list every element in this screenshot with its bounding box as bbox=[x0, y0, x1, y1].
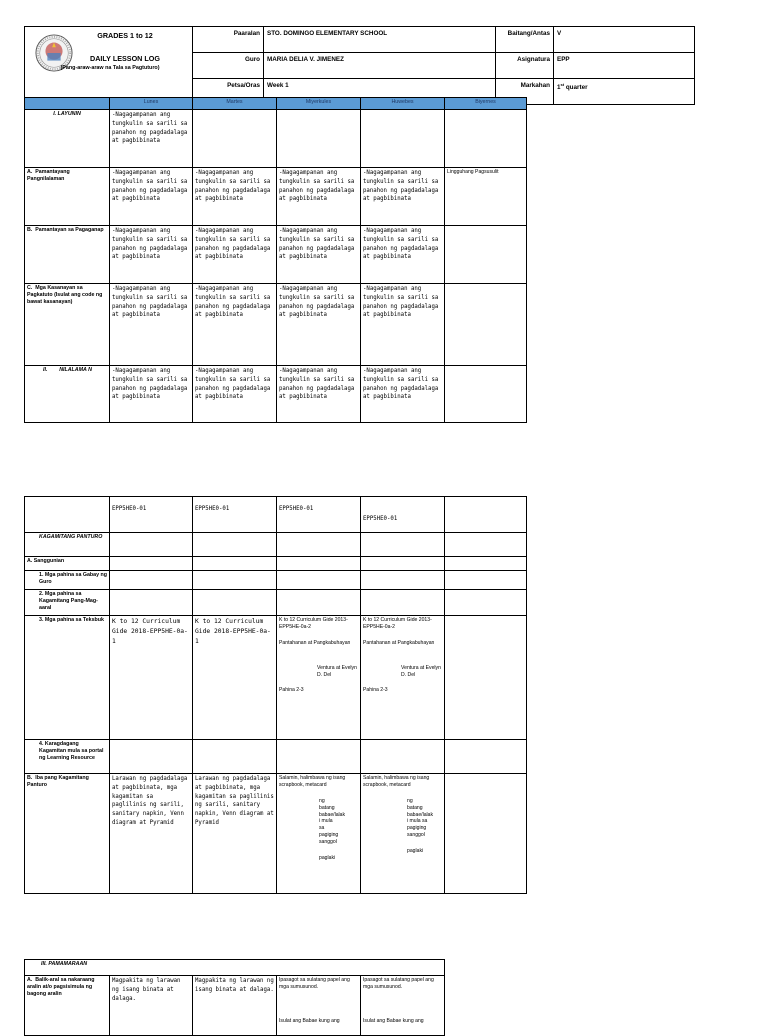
school-value: STO. DOMINGO ELEMENTARY SCHOOL bbox=[264, 27, 496, 53]
blank-cell bbox=[277, 571, 361, 590]
grade-label: Baitang/Antas bbox=[496, 27, 554, 53]
cell-a-lunes: -Nagagampanan ang tungkulin sa sarili sa panahon ng pagdadalaga at pagbibinata bbox=[110, 168, 193, 226]
blank-cell bbox=[445, 557, 527, 571]
cell-a-huwebes: -Nagagampanan ang tungkulin sa sarili sa panahon ng pagdadalaga at pagbibinata bbox=[361, 168, 445, 226]
nilalaman-martes: -Nagagampanan ang tungkulin sa sarili sa panahon ng pagdadalaga at pagbibinata bbox=[193, 366, 277, 423]
code-martes: EPP5HE0-01 bbox=[193, 497, 277, 533]
teksbuk-huwebes: K to 12 Curriculum Gide 2013-EPP5HE-0a-2 Pantahanan at Pangkabuhayan Ventura at Evelyn D. Del Pahina 2-3 bbox=[361, 616, 445, 740]
iba-huwebes: Salamin, halimbawa ng isang scrapbook, metacard ng batang babae/lalak i mula sa pagiging sanggol paglaki bbox=[361, 774, 445, 894]
day-header-martes: Martes bbox=[193, 98, 277, 110]
blank-cell bbox=[361, 740, 445, 774]
teacher-value: MARIA DELIA V. JIMENEZ bbox=[264, 53, 496, 79]
blank-cell bbox=[193, 740, 277, 774]
blank-cell bbox=[110, 740, 193, 774]
cell-c-lunes: -Nagagampanan ang tungkulin sa sarili sa panahon ng pagdadalaga at pagbibinata bbox=[110, 284, 193, 366]
kagamitang-pages-label: 2. Mga pahina sa Kagamitang Pang-Mag-aaral bbox=[25, 590, 110, 616]
layunin-huwebes bbox=[361, 110, 445, 168]
lesson-header-table bbox=[24, 26, 695, 105]
blank-cell bbox=[110, 571, 193, 590]
blank-cell bbox=[361, 571, 445, 590]
code-corner-cell bbox=[25, 497, 110, 533]
row-label-a: A. Pamantayang Pangnilalaman bbox=[25, 168, 110, 226]
header-subtitle: (Pang-araw-araw na Tala sa Pagtuturo) bbox=[60, 65, 160, 71]
balik-martes: Magpakita ng larawan ng isang binata at dalaga. bbox=[193, 976, 277, 1036]
grades-title: GRADES 1 to 12 bbox=[97, 31, 153, 40]
date-value: Week 1 bbox=[264, 79, 496, 105]
quarter-value: 1st quarter bbox=[554, 79, 695, 105]
blank-cell bbox=[445, 960, 695, 976]
grade-value: V bbox=[554, 27, 695, 53]
iba-lunes: Larawan ng pagdadalaga at pagbibinata, mga kagamitan sa paglilinis ng sarili, sanitary napkin, Venn diagram at Pyramid bbox=[110, 774, 193, 894]
iba-miyerkules: Salamin, halimbawa ng isang scrapbook, metacard ng batang babae/lalak i mula sa pagiging sanggol paglaki bbox=[277, 774, 361, 894]
subject-label: Asignatura bbox=[496, 53, 554, 79]
blank-cell bbox=[445, 976, 695, 1036]
subject-value: EPP bbox=[554, 53, 695, 79]
blank-cell bbox=[277, 557, 361, 571]
iba-martes: Larawan ng pagdadalaga at pagbibinata, mga kagamitan sa paglilinis ng sarili, sanitary napkin, Venn diagram at Pyramid bbox=[193, 774, 277, 894]
blank-cell bbox=[277, 533, 361, 557]
cell-b-huwebes: -Nagagampanan ang tungkulin sa sarili sa panahon ng pagdadalaga at pagbibinata bbox=[361, 226, 445, 284]
blank-cell bbox=[193, 571, 277, 590]
row-label-b: B. Pamantayan sa Pagaganap bbox=[25, 226, 110, 284]
blank-cell bbox=[361, 557, 445, 571]
teksbuk-biyernes bbox=[445, 616, 527, 740]
code-biyernes bbox=[445, 497, 527, 533]
cell-a-miyerkules: -Nagagampanan ang tungkulin sa sarili sa panahon ng pagdadalaga at pagbibinata bbox=[277, 168, 361, 226]
karagdagang-label: 4. Karagdagang Kagamitan mula sa portal ng Learning Resource bbox=[25, 740, 110, 774]
blank-cell bbox=[110, 557, 193, 571]
day-header-huwebes: Huwebes bbox=[361, 98, 445, 110]
cell-b-biyernes bbox=[445, 226, 527, 284]
date-label: Petsa/Oras bbox=[193, 79, 264, 105]
balik-aral-label: A. Balik-aral sa nakaraang aralin at/o pagsisimula ng bagong aralin bbox=[25, 976, 110, 1036]
blank-cell bbox=[445, 740, 527, 774]
kagamitang-label: KAGAMITANG PANTURO bbox=[25, 533, 110, 557]
guro-pages-label: 1. Mga pahina sa Gabay ng Guro bbox=[25, 571, 110, 590]
cell-b-miyerkules: -Nagagampanan ang tungkulin sa sarili sa panahon ng pagdadalaga at pagbibinata bbox=[277, 226, 361, 284]
cell-a-biyernes: Lingguhang Pagsusulit bbox=[445, 168, 527, 226]
procedure-table bbox=[24, 959, 695, 1036]
materials-table bbox=[24, 496, 527, 894]
nilalaman-huwebes: -Nagagampanan ang tungkulin sa sarili sa panahon ng pagdadalaga at pagbibinata bbox=[361, 366, 445, 423]
objectives-table bbox=[24, 97, 527, 423]
day-header-biyernes: Biyernes bbox=[445, 98, 527, 110]
layunin-biyernes bbox=[445, 110, 527, 168]
code-lunes: EPP5HE0-01 bbox=[110, 497, 193, 533]
teksbuk-martes: K to 12 Curriculum Gide 2018-EPP5HE-0a-1 bbox=[193, 616, 277, 740]
row-label-c: C. Mga Kasanayan sa Pagkatuto (Isulat ang code ng bawat kasanayan) bbox=[25, 284, 110, 366]
blank-cell bbox=[445, 590, 527, 616]
school-label: Paaralan bbox=[193, 27, 264, 53]
blank-cell bbox=[193, 590, 277, 616]
blank-cell bbox=[193, 533, 277, 557]
blank-cell bbox=[361, 590, 445, 616]
day-header-miyerkules: Miyerkules bbox=[277, 98, 361, 110]
blank-cell bbox=[445, 533, 527, 557]
pamamaraan-label: III. PAMAMARAAN bbox=[25, 960, 445, 976]
cell-b-martes: -Nagagampanan ang tungkulin sa sarili sa panahon ng pagdadalaga at pagbibinata bbox=[193, 226, 277, 284]
blank-cell bbox=[277, 590, 361, 616]
layunin-miyerkules bbox=[277, 110, 361, 168]
nilalaman-biyernes bbox=[445, 366, 527, 423]
blank-cell bbox=[193, 557, 277, 571]
blank-cell bbox=[110, 533, 193, 557]
blank-cell bbox=[445, 571, 527, 590]
corner-cell bbox=[25, 98, 110, 110]
sanggunian-label: A. Sanggunian bbox=[25, 557, 110, 571]
layunin-lunes: -Nagagampanan ang tungkulin sa sarili sa panahon ng pagdadalaga at pagbibinata bbox=[110, 110, 193, 168]
cell-c-miyerkules: -Nagagampanan ang tungkulin sa sarili sa panahon ng pagdadalaga at pagbibinata bbox=[277, 284, 361, 366]
iba-pang-label: B. Iba pang Kagamitang Panturo bbox=[25, 774, 110, 894]
teksbuk-label: 3. Mga pahina sa Teksbuk bbox=[25, 616, 110, 740]
layunin-label: I. LAYUNIN bbox=[25, 110, 110, 168]
cell-a-martes: -Nagagampanan ang tungkulin sa sarili sa panahon ng pagdadalaga at pagbibinata bbox=[193, 168, 277, 226]
teksbuk-miyerkules: K to 12 Curriculum Gide 2013-EPP5HE-0a-2 Pantahanan at Pangkabuhayan Ventura at Evelyn D. Del Pahina 2-3 bbox=[277, 616, 361, 740]
daily-lesson-log-title: DAILY LESSON LOG bbox=[90, 54, 160, 63]
code-huwebes: EPP5HE0-01 bbox=[361, 497, 445, 533]
balik-miyerkules: Ipasagot sa sulatang papel ang mga sumusunod. Isulat ang Babae kung ang bbox=[277, 976, 361, 1036]
day-header-lunes: Lunes bbox=[110, 98, 193, 110]
iba-biyernes bbox=[445, 774, 527, 894]
cell-c-huwebes: -Nagagampanan ang tungkulin sa sarili sa panahon ng pagdadalaga at pagbibinata bbox=[361, 284, 445, 366]
nilalaman-label: II. NILALAMA N bbox=[25, 366, 110, 423]
blank-cell bbox=[361, 533, 445, 557]
cell-c-martes: -Nagagampanan ang tungkulin sa sarili sa panahon ng pagdadalaga at pagbibinata bbox=[193, 284, 277, 366]
layunin-martes bbox=[193, 110, 277, 168]
code-miyerkules: EPP5HE0-01 bbox=[277, 497, 361, 533]
balik-huwebes: Ipasagot sa sulatang papel ang mga sumusunod. Isulat ang Babae kung ang bbox=[361, 976, 445, 1036]
teacher-label: Guro bbox=[193, 53, 264, 79]
nilalaman-miyerkules: -Nagagampanan ang tungkulin sa sarili sa panahon ng pagdadalaga at pagbibinata bbox=[277, 366, 361, 423]
nilalaman-lunes: -Nagagampanan ang tungkulin sa sarili sa panahon ng pagdadalaga at pagbibinata bbox=[110, 366, 193, 423]
blank-cell bbox=[277, 740, 361, 774]
teksbuk-lunes: K to 12 Curriculum Gide 2018-EPP5HE-0a-1 bbox=[110, 616, 193, 740]
quarter-label: Markahan bbox=[496, 79, 554, 105]
header-title-block bbox=[25, 27, 193, 105]
balik-lunes: Magpakita ng larawan ng isang binata at dalaga. bbox=[110, 976, 193, 1036]
cell-b-lunes: -Nagagampanan ang tungkulin sa sarili sa panahon ng pagdadalaga at pagbibinata bbox=[110, 226, 193, 284]
blank-cell bbox=[110, 590, 193, 616]
cell-c-biyernes bbox=[445, 284, 527, 366]
